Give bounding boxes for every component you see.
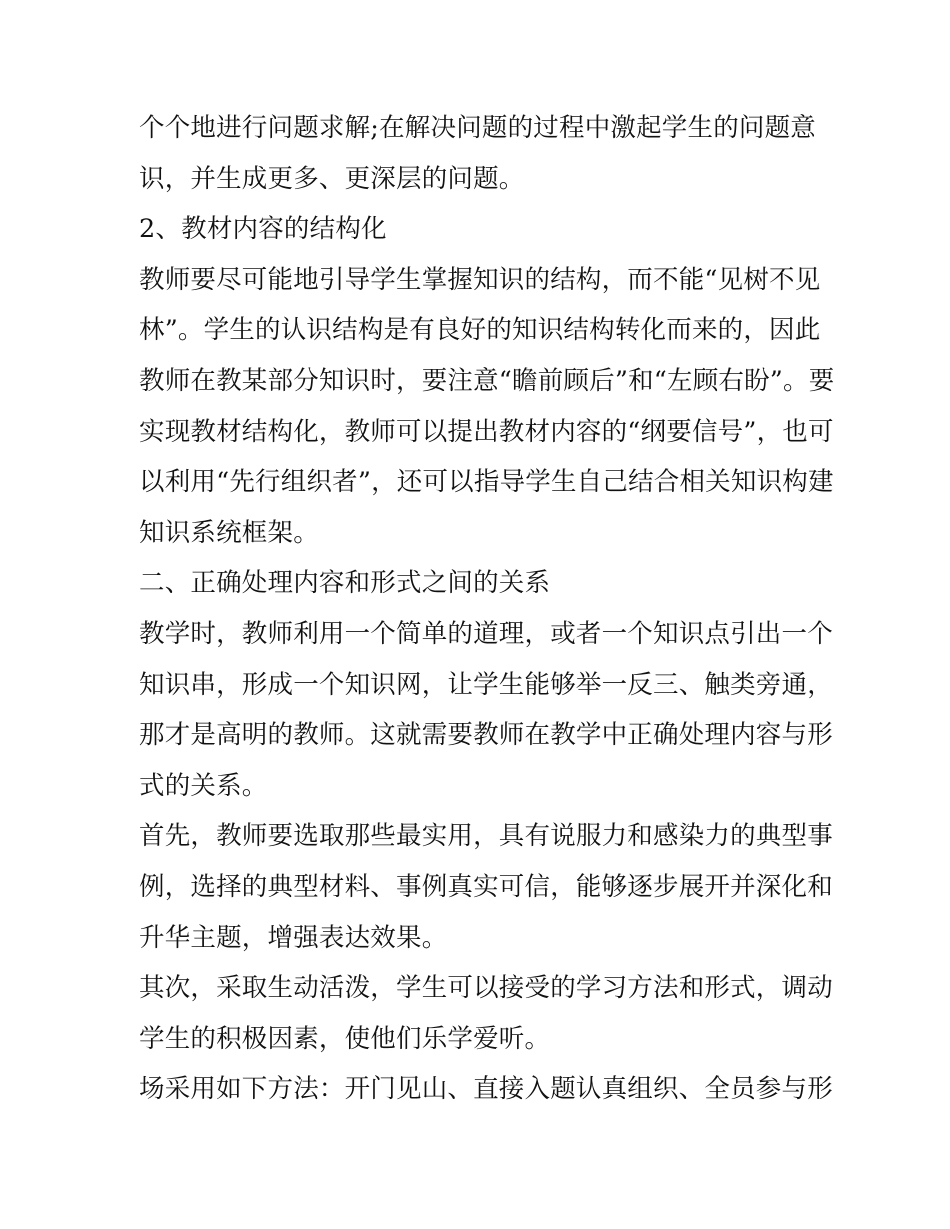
text-line: 场采用如下方法：开门见山、直接入题认真组织、全员参与形	[139, 1074, 833, 1105]
body-text	[139, 103, 835, 1115]
text-line: 知识系统框架。	[139, 517, 319, 548]
text-line: 以利用“先行组织者”，还可以指导学生自己结合相关知识构建	[139, 467, 834, 498]
text-line: 个个地进行问题求解;在解决问题的过程中激起学生的问题意	[139, 113, 816, 143]
section-heading: 二、正确处理内容和形式之间的关系	[139, 568, 551, 599]
text-line: 识，并生成更多、更深层的问题。	[139, 163, 525, 194]
text-line: 式的关系。	[139, 770, 268, 801]
text-line: 例，选择的典型材料、事例真实可信，能够逐步展开并深化和	[139, 871, 833, 902]
text-line: 教师要尽可能地引导学生掌握知识的结构，而不能“见树不见	[139, 264, 821, 295]
text-line: 那才是高明的教师。这就需要教师在教学中正确处理内容与形	[139, 720, 833, 751]
text-line: 学生的积极因素，使他们乐学爱听。	[139, 1023, 551, 1054]
text-line: 教师在教某部分知识时，要注意“瞻前顾后”和“左顾右盼”。要	[139, 365, 835, 396]
section-heading: 2、教材内容的结构化	[139, 214, 387, 245]
text-line: 升华主题，增强表达效果。	[139, 922, 448, 953]
text-line: 林”。学生的认识结构是有良好的知识结构转化而来的，因此	[139, 315, 821, 346]
text-line: 知识串，形成一个知识网，让学生能够举一反三、触类旁通，	[139, 669, 833, 700]
text-line: 实现教材结构化，教师可以提出教材内容的“纲要信号”，也可	[139, 416, 834, 447]
text-line: 教学时，教师利用一个简单的道理，或者一个知识点引出一个	[139, 618, 833, 649]
text-line: 首先，教师要选取那些最实用，具有说服力和感染力的典型事	[139, 821, 833, 852]
text-line: 其次，采取生动活泼，学生可以接受的学习方法和形式，调动	[139, 973, 833, 1004]
